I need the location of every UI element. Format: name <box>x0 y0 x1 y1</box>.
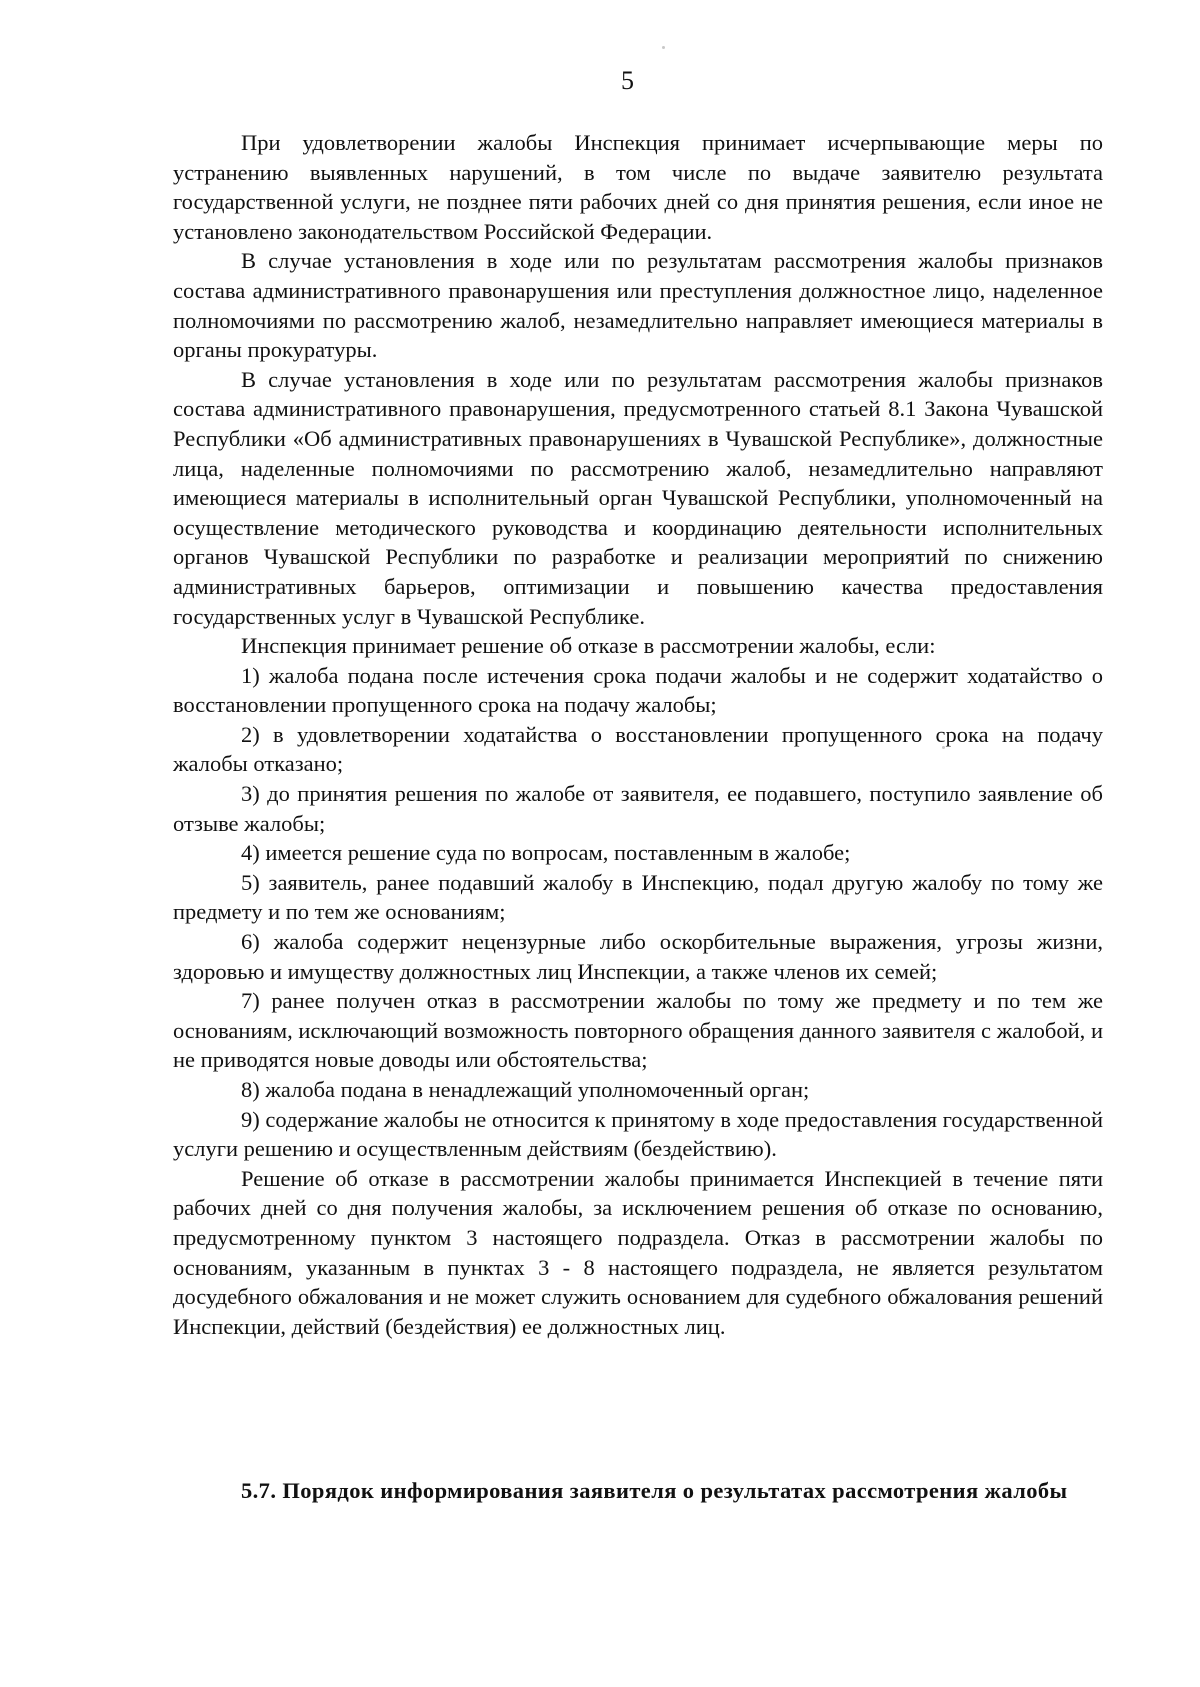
section-heading: 5.7. Порядок информирования заявителя о результатах рассмотрения жалобы <box>241 1478 1068 1503</box>
paragraph-refusal-intro: Инспекция принимает решение об отказе в рассмотрении жалобы, если: <box>241 633 936 659</box>
paragraph-satisfaction-measures: При удовлетворении жалобы Инспекция принимает исчерпывающие меры по устранению выявленных нарушений, в том числе по выдаче заявителю результата государственной услуги, не позднее пяти рабочих дней со дня принятия решения, если иное не установлено законодательством Российской Федерации. <box>173 130 1103 244</box>
paragraph-administrative-violation: В случае установления в ходе или по результатам рассмотрения жалобы признаков состава административного правонарушения, предусмотренного статьей 8.1 Закона Чувашской Республики «Об административных правонарушениях в Чувашской Республике», должностные лица, наделенные полномочиями по рассмотрению жалоб, незамедлительно направляют имеющиеся материалы в исполнительный орган Чувашской Республики, уполномоченный на осуществление методического руководства и координацию деятельности исполнительных органов Чувашской Республики по разработке и реализации мероприятий по снижению административных барьеров, оптимизации и повышению качества предоставления государственных услуг в Чувашской Республике. <box>173 366 1103 629</box>
scan-speck <box>662 46 665 49</box>
body-text <box>173 128 1103 1341</box>
paragraph-prosecution-referral: В случае установления в ходе или по результатам рассмотрения жалобы признаков состава административного правонарушения или преступления должностное лицо, наделенное полномочиями по рассмотрению жалоб, незамедлительно направляет имеющиеся материалы в органы прокуратуры. <box>173 248 1103 363</box>
list-item-refusal-9: 9) содержание жалобы не относится к принятому в ходе предоставления государственной услуги решению и осуществленным действиям (бездействию). <box>173 1106 1103 1162</box>
list-item-refusal-6: 6) жалоба содержит нецензурные либо оскорбительные выражения, угрозы жизни, здоровью и имуществу должностных лиц Инспекции, а также членов их семей; <box>173 929 1103 984</box>
list-item-refusal-1: 1) жалоба подана после истечения срока подачи жалобы и не содержит ходатайство о восстановлении пропущенного срока на подачу жалобы; <box>173 662 1103 718</box>
list-item-refusal-8: 8) жалоба подана в ненадлежащий уполномоченный орган; <box>241 1077 810 1102</box>
list-item-refusal-3: 3) до принятия решения по жалобе от заявителя, ее подавшего, поступило заявление об отзыве жалобы; <box>173 781 1103 836</box>
page-number: 5 <box>621 66 634 95</box>
list-item-refusal-5: 5) заявитель, ранее подавший жалобу в Инспекцию, подал другую жалобу по тому же предмету и по тем же основаниям; <box>173 869 1103 925</box>
list-item-refusal-4: 4) имеется решение суда по вопросам, поставленным в жалобе; <box>241 840 851 866</box>
list-item-refusal-7: 7) ранее получен отказ в рассмотрении жалобы по тому же предмету и по тем же основаниям, исключающий возможность повторного обращения данного заявителя с жалобой, и не приводятся новые доводы или обстоятельства; <box>173 988 1103 1073</box>
list-item-refusal-2: 2) в удовлетворении ходатайства о восстановлении пропущенного срока на подачу жалобы отказано; <box>173 721 1103 777</box>
paragraph-refusal-decision: Решение об отказе в рассмотрении жалобы принимается Инспекцией в течение пяти рабочих дней со дня получения жалобы, за исключением решения об отказе по основанию, предусмотренному пунктом 3 настоящего подраздела. Отказ в рассмотрении жалобы по основаниям, указанным в пунктах 3 - 8 настоящего подраздела, не является результатом досудебного обжалования и не может служить основанием для судебного обжалования решений Инспекции, действий (бездействия) ее должностных лиц. <box>173 1165 1103 1339</box>
